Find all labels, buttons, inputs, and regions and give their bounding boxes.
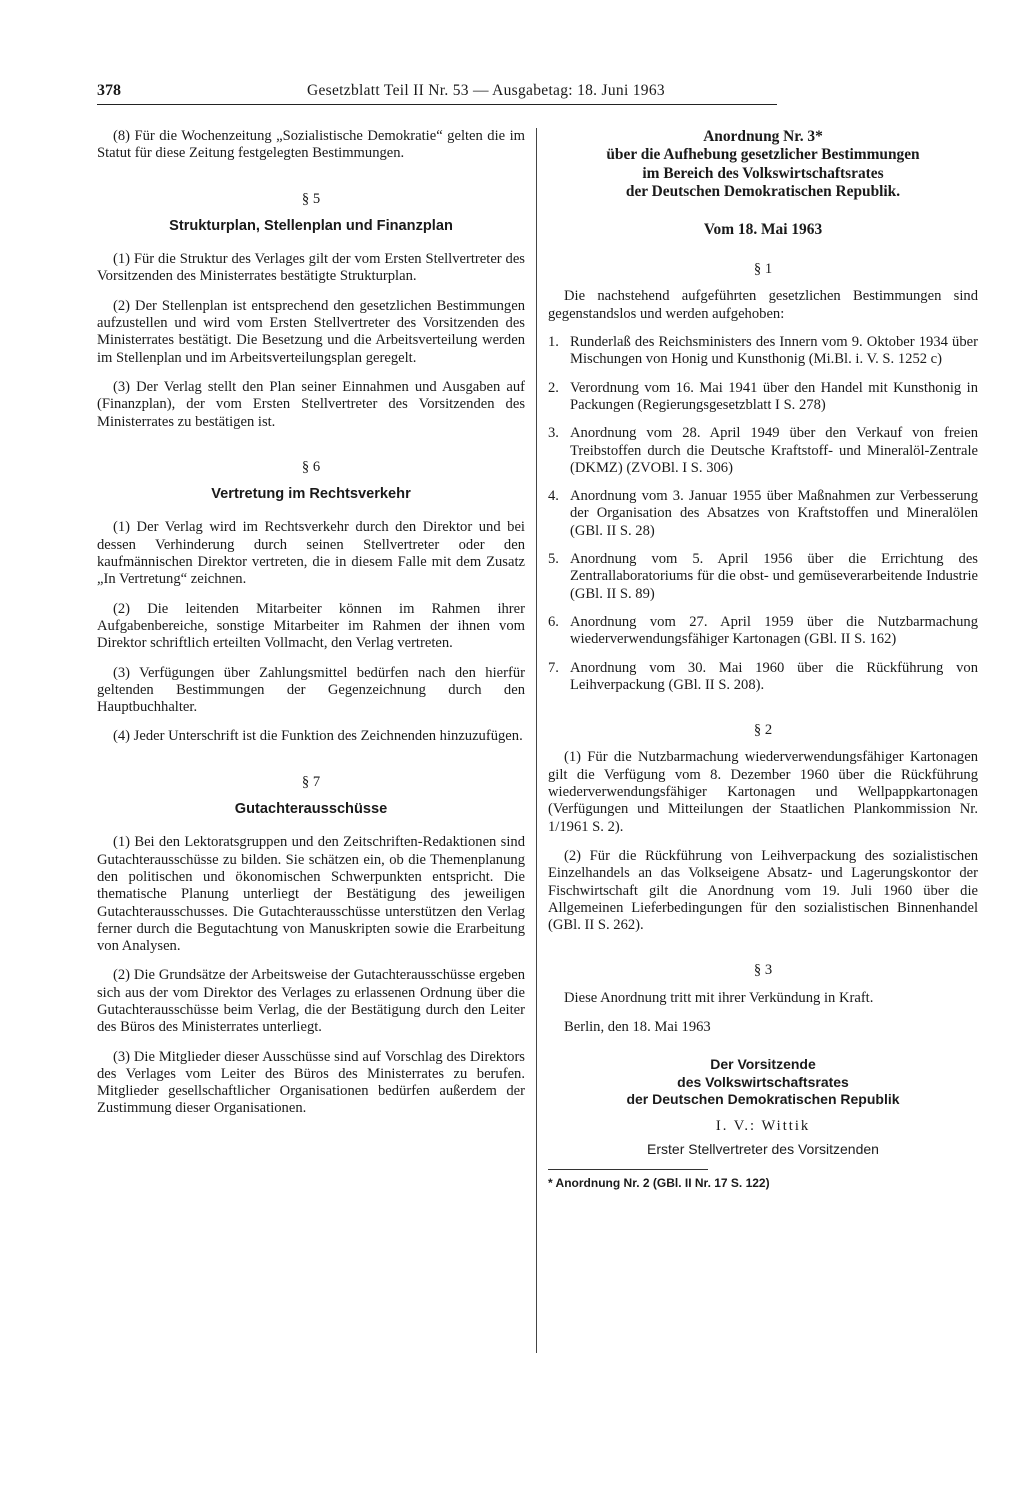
left-column — [97, 128, 525, 1118]
list-item-text: Anordnung vom 3. Januar 1955 über Maßnahmen zur Verbesserung der Organisation des Absatzes von Kraftstoffen und Mineralölen (GBl. II S. 28) — [570, 488, 978, 539]
section-6-paragraph: (4) Jeder Unterschrift ist die Funktion des Zeichnenden hinzuzufügen. — [113, 728, 523, 745]
list-item-number: 1. — [548, 334, 559, 351]
section-6-paragraph: (2) Die leitenden Mitarbeiter können im Rahmen ihrer Aufgabenbereiche, sonstige Mitarbeiter im Rahmen der ihnen vom Direktor schriftlich erteilten Vollmacht, den Verlag vertreten. — [97, 600, 525, 652]
signature-line: der Deutschen Demokratischen Republik — [626, 1090, 900, 1107]
place-date: Berlin, den 18. Mai 1963 — [564, 1018, 711, 1035]
section-1-intro: Die nachstehend aufgeführten gesetzlichen Bestimmungen sind gegenstandslos und werden aufgehoben: — [548, 288, 978, 322]
section-6-paragraph: (1) Der Verlag wird im Rechtsverkehr durch den Direktor und bei dessen Verhinderung durch seinen Stellvertreter oder den kaufmännischen Direktor vertreten, die in diesem Falle mit dem Zusatz „In Vertretung“ zeichnen. — [97, 519, 525, 588]
list-item-number: 6. — [548, 613, 559, 630]
list-item-number: 2. — [548, 379, 559, 396]
ordinance-title-line: Anordnung Nr. 3* — [703, 128, 823, 145]
ordinance-title — [548, 128, 978, 201]
section-6-paragraph: (3) Verfügungen über Zahlungsmittel bedürfen nach den hierfür geltenden Bestimmungen der Gegenzeichnung durch den Hauptbuchhalter. — [97, 664, 525, 716]
section-7-heading: § 7 — [301, 773, 321, 790]
section-3-heading: § 3 — [753, 962, 773, 979]
list-item-text: Anordnung vom 27. April 1959 über die Nutzbarmachung wiederverwendungsfähiger Kartonagen (GBl. II S. 162) — [570, 613, 978, 648]
column-divider — [536, 128, 537, 1353]
list-item-number: 5. — [548, 551, 559, 568]
signature-block — [548, 1056, 978, 1108]
section-5-title: Strukturplan, Stellenplan und Finanzplan — [169, 217, 453, 234]
signature-line: Der Vorsitzende — [710, 1056, 816, 1073]
signature-line: des Volkswirtschaftsrates — [677, 1073, 849, 1090]
list-item — [548, 380, 978, 415]
right-column — [548, 128, 978, 1190]
list-item-number: 7. — [548, 659, 559, 676]
list-item-number: 4. — [548, 488, 559, 505]
list-item — [548, 660, 978, 695]
footnote: * Anordnung Nr. 2 (GBl. II Nr. 17 S. 122) — [548, 1176, 770, 1191]
paragraph-8: (8) Für die Wochenzeitung „Sozialistische Demokratie“ gelten die im Statut für diese Zeitung festgelegten Bestimmungen. — [97, 128, 525, 162]
section-6-title: Vertretung im Rechtsverkehr — [211, 486, 411, 503]
footnote-rule — [548, 1169, 708, 1170]
section-7-paragraph: (3) Die Mitglieder dieser Ausschüsse sind auf Vorschlag des Direktors des Verlages vom Leiter des Büros des Ministerrates zu berufen. Mitglieder gesellschaftlicher Organisationen bedürfen außerdem der Zustimmung dieser Organisationen. — [97, 1048, 525, 1117]
section-7-title: Gutachterausschüsse — [234, 801, 388, 818]
ordinance-title-line: im Bereich des Volkswirtschaftsrates — [642, 164, 884, 182]
list-item-text: Verordnung vom 16. Mai 1941 über den Handel mit Kunsthonig in Packungen (Regierungsgesetzblatt I S. 278) — [570, 379, 978, 413]
section-5-paragraph: (1) Für die Struktur des Verlages gilt der vom Ersten Stellvertreter des Vorsitzenden des Ministerrates bestätigte Strukturplan. — [97, 251, 525, 285]
ordinance-date: Vom 18. Mai 1963 — [703, 221, 823, 239]
list-item-text: Anordnung vom 30. Mai 1960 über die Rückführung von Leihverpackung (GBl. II S. 208). — [570, 659, 978, 693]
page-header — [97, 80, 777, 105]
list-item-text: Runderlaß des Reichsministers des Innern vom 9. Oktober 1934 über Mischungen von Honig und Kunsthonig (Mi.Bl. i. V. S. 1252 c) — [570, 334, 978, 368]
section-7-paragraph: (1) Bei den Lektoratsgruppen und den Zeitschriften-Redaktionen sind Gutachterausschüsse zu bilden. Sie schätzen ein, ob die Themenplanung den politischen und ökonomischen Schwerpunkten entspricht. Die thematische Planung unterliegt der Bestätigung des jeweiligen Gutachterausschusses. Die Gutachterausschüsse unterstützen den Verlag ferner durch die Begutachtung von Manuskripten sowie die Erarbeitung von Analysen. — [97, 834, 525, 955]
section-5-paragraph: (3) Der Verlag stellt den Plan seiner Einnahmen und Ausgaben auf (Finanzplan), der vom Ersten Stellvertreter des Vorsitzenden des Ministerrates zu bestätigen ist. — [97, 378, 525, 430]
section-5-heading: § 5 — [301, 190, 321, 207]
page-number: 378 — [97, 82, 121, 99]
section-2-heading: § 2 — [753, 722, 773, 739]
section-2-paragraph: (1) Für die Nutzbarmachung wiederverwendungsfähiger Kartonagen gilt die Verfügung vom 8. Dezember 1960 über die Rückführung wiederverwendungsfähiger Kartonagen und Wellpappkartonagen (Verfügungen und Mitteilungen der Staatlichen Plankommission Nr. 1/1961 S. 2). — [548, 749, 978, 835]
section-6-heading: § 6 — [301, 458, 321, 475]
list-item-text: Anordnung vom 5. April 1956 über die Errichtung des Zentrallaboratoriums für die obst- und gemüseverarbeitende Industrie (GBl. II S. 89) — [570, 551, 978, 602]
list-item — [548, 425, 978, 477]
repealed-list — [548, 334, 978, 694]
list-item-text: Anordnung vom 28. April 1949 über den Verkauf von freien Treibstoffen durch die Deutsche Kraftstoff- und Mineralöl-Zentrale (DKMZ) (ZVOBl. I S. 306) — [570, 425, 978, 476]
list-item — [548, 488, 978, 540]
section-1-heading: § 1 — [753, 261, 773, 278]
section-5-paragraph: (2) Der Stellenplan ist entsprechend den gesetzlichen Bestimmungen aufzustellen und wird vom Ersten Stellvertreter des Vorsitzenden des Ministerrates bestätigt. Die Besetzung und die Arbeitsverteilung werden im Stellenplan und im Arbeitsverteilungsplan geregelt. — [97, 297, 525, 366]
signatory-role: Erster Stellvertreter des Vorsitzenden — [647, 1141, 879, 1158]
section-7-paragraph: (2) Die Grundsätze der Arbeitsweise der Gutachterausschüsse ergeben sich aus der vom Direktor des Verlages zu erlassenen Ordnung über die Gutachterausschüsse beim Verlag, die der Bestätigung durch den Leiter des Büros des Ministerrates unterliegt. — [97, 967, 525, 1036]
list-item — [548, 334, 978, 369]
ordinance-title-line: der Deutschen Demokratischen Republik. — [625, 182, 901, 200]
section-3-paragraph: Diese Anordnung tritt mit ihrer Verkündung in Kraft. — [564, 989, 874, 1006]
section-2-paragraph: (2) Für die Rückführung von Leihverpackung des sozialistischen Einzelhandels an das Volkseigene Absatz- und Lagerungskontor der Fischwirtschaft gilt die Anordnung vom 19. Juli 1960 über die Allgemeinen Lieferbedingungen für den sozialistischen Binnenhandel (GBl. II S. 262). — [548, 847, 978, 934]
list-item — [548, 551, 978, 603]
header-title: Gesetzblatt Teil II Nr. 53 — Ausgabetag: 18. Juni 1963 — [307, 82, 665, 99]
list-item — [548, 614, 978, 649]
list-item-number: 3. — [548, 425, 559, 442]
signatory-name: I. V.: Wittik — [715, 1118, 811, 1135]
ordinance-title-line: über die Aufhebung gesetzlicher Bestimmungen — [606, 146, 920, 164]
